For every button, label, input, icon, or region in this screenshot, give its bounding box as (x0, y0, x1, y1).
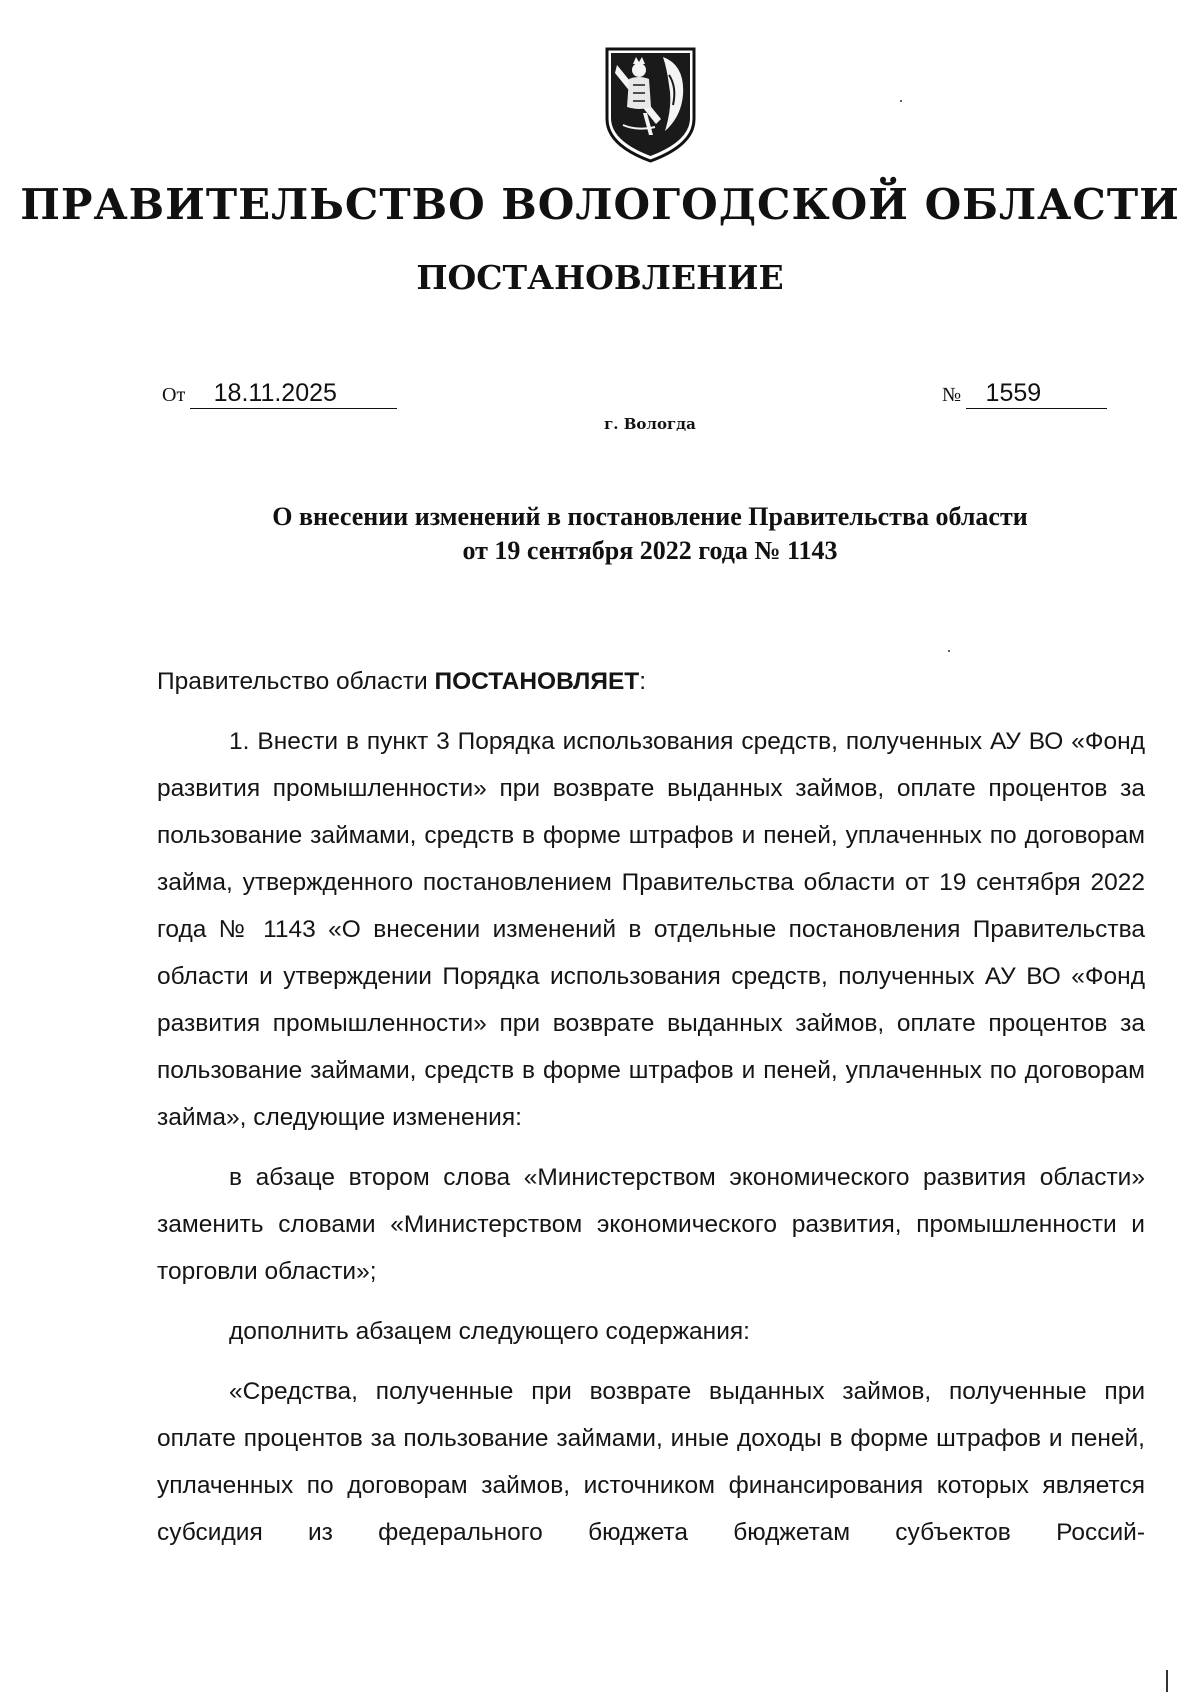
document-number: 1559 (966, 378, 1108, 409)
date-prefix: От (162, 384, 186, 406)
resolution-lead (157, 658, 1145, 705)
subject-line-2: от 19 сентября 2022 года № 1143 (462, 536, 838, 565)
document-body (157, 658, 1145, 1556)
paragraph-3: дополнить абзацем следующего содержания: (229, 1318, 750, 1345)
scan-speck (900, 100, 902, 102)
document-number-block (942, 378, 1107, 409)
government-title: ПРАВИТЕЛЬСТВО ВОЛОГОДСКОЙ ОБЛАСТИ (20, 180, 1180, 229)
subject-line-1: О внесении изменений в постановление Правительства области (272, 502, 1028, 531)
city-label: г. Вологда (604, 415, 696, 433)
paragraph-4: «Средства, полученные при возврате выданных займов, полученные при оплате процентов за пользование займами, иные доходы в форме штрафов и пеней, уплаченных по договорам займов, источником финансирования которых является субсидия из федерального бюджета бюджетам субъектов Россий- (157, 1378, 1145, 1546)
paragraph-1: 1. Внести в пункт 3 Порядка использования средств, полученных АУ ВО «Фонд развития промышленности» при возврате выданных займов, оплате процентов за пользование займами, средств в форме штрафов и пеней, уплаченных по договорам займа, утвержденного постановлением Правительства области от 19 сентября 2022 года № 1143 «О внесении изменений в отдельные постановления Правительства области и утверждении Порядка использования средств, полученных АУ ВО «Фонд развития промышленности» при возврате выданных займов, оплате процентов за пользование займами, средств в форме штрафов и пеней, уплаченных по договорам займа», следующие изменения: (157, 728, 1145, 1131)
number-prefix: № (942, 384, 962, 406)
vologda-coat-of-arms-icon (603, 45, 698, 165)
scan-speck (948, 650, 950, 652)
document-date-block (162, 378, 397, 409)
document-type: ПОСТАНОВЛЕНИЕ (416, 258, 784, 297)
lead-keyword: ПОСТАНОВЛЯЕТ (434, 668, 640, 695)
lead-text: Правительство области (157, 668, 435, 695)
scan-speck (1166, 1670, 1168, 1692)
document-date: 18.11.2025 (190, 378, 397, 409)
paragraph-2: в абзаце втором слова «Министерством экономического развития области» заменить словами «Министерством экономического развития, промышленности и торговли области»; (157, 1164, 1145, 1285)
document-subject (200, 500, 1100, 568)
lead-colon: : (639, 668, 647, 695)
